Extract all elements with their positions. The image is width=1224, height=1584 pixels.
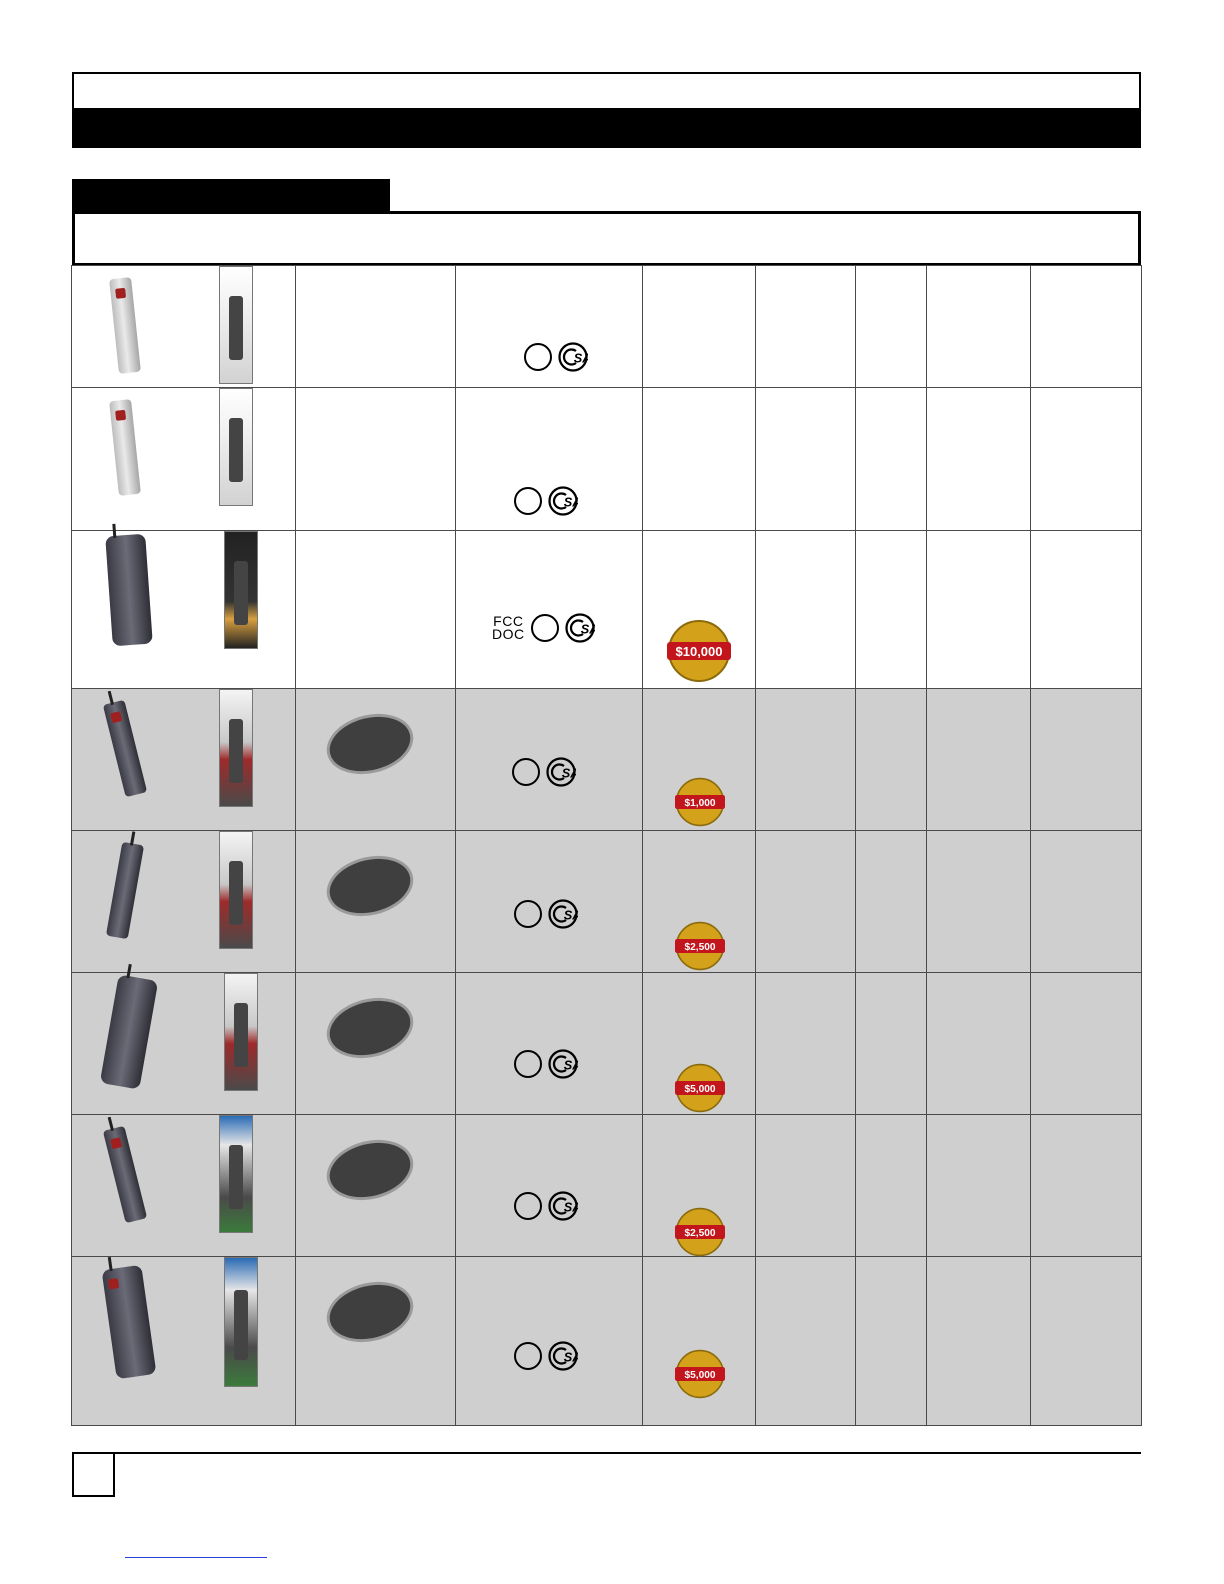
csa-mark-icon — [548, 486, 578, 516]
package-image — [219, 831, 253, 949]
csa-mark-icon — [548, 899, 578, 929]
ul-mark-icon — [514, 1192, 542, 1220]
page-number-box — [72, 1452, 115, 1497]
section-heading-frame — [72, 211, 1141, 266]
power-strip-image — [100, 974, 158, 1089]
model-cell — [296, 689, 456, 831]
product-row — [72, 531, 1142, 689]
footer-link[interactable] — [125, 1557, 267, 1558]
power-strip-image — [103, 699, 147, 797]
product-row — [72, 388, 1142, 531]
certification-cell — [456, 973, 643, 1115]
product-image-cell — [72, 689, 296, 831]
ul-mark-icon — [531, 614, 559, 642]
product-image-cell — [72, 1115, 296, 1257]
certification-cell — [456, 1115, 643, 1257]
product-image-cell — [72, 531, 296, 689]
footer-rule — [72, 1452, 1141, 1454]
guarantee-seal-icon — [667, 619, 731, 683]
section-tab — [72, 179, 390, 212]
product-row — [72, 266, 1142, 388]
power-strip-image — [106, 841, 144, 938]
guarantee-cell — [643, 388, 756, 531]
package-image — [224, 531, 258, 649]
header-black-bar — [74, 108, 1139, 146]
guarantee-cell — [643, 266, 756, 388]
package-image — [219, 1115, 253, 1233]
guarantee-cell — [643, 689, 756, 831]
svg-text:$2,500: $2,500 — [684, 1227, 716, 1239]
power-strip-image — [109, 399, 141, 496]
package-image — [224, 1257, 258, 1387]
guarantee-seal-icon — [675, 1349, 725, 1399]
csa-mark-icon — [546, 757, 576, 787]
guarantee-seal-icon — [675, 921, 725, 971]
model-cell — [296, 831, 456, 973]
ul-mark-icon — [524, 343, 552, 371]
product-image-cell — [72, 973, 296, 1115]
package-image — [224, 973, 258, 1091]
product-table — [71, 265, 1142, 1426]
certification-cell — [456, 531, 643, 689]
model-cell — [296, 266, 456, 388]
guarantee-seal-icon — [675, 1063, 725, 1113]
model-cell — [296, 1257, 456, 1426]
csa-mark-icon — [548, 1049, 578, 1079]
package-image — [219, 689, 253, 807]
ul-mark-icon — [514, 1342, 542, 1370]
svg-text:$5,000: $5,000 — [684, 1083, 716, 1095]
series-badge-oval — [320, 705, 419, 783]
ul-mark-icon — [512, 758, 540, 786]
model-cell — [296, 1115, 456, 1257]
certification-cell — [456, 266, 643, 388]
series-badge-oval — [320, 1131, 419, 1209]
csa-mark-icon — [548, 1341, 578, 1371]
svg-text:$1,000: $1,000 — [684, 797, 716, 809]
guarantee-seal-icon — [675, 1207, 725, 1257]
power-strip-image — [105, 534, 153, 647]
series-badge-oval — [320, 1273, 419, 1351]
product-row — [72, 1115, 1142, 1257]
guarantee-cell — [643, 831, 756, 973]
certification-cell — [456, 388, 643, 531]
ul-mark-icon — [514, 487, 542, 515]
svg-text:$5,000: $5,000 — [684, 1369, 716, 1381]
svg-text:$2,500: $2,500 — [684, 941, 716, 953]
power-strip-image — [102, 1265, 157, 1379]
package-image — [219, 266, 253, 384]
guarantee-cell — [643, 1115, 756, 1257]
certification-cell — [456, 831, 643, 973]
package-image — [219, 388, 253, 506]
product-image-cell — [72, 831, 296, 973]
guarantee-cell — [643, 973, 756, 1115]
model-cell — [296, 973, 456, 1115]
ul-mark-icon — [514, 900, 542, 928]
guarantee-cell — [643, 1257, 756, 1426]
svg-text:$10,000: $10,000 — [675, 644, 723, 659]
model-cell — [296, 531, 456, 689]
csa-mark-icon — [548, 1191, 578, 1221]
series-badge-oval — [320, 847, 419, 925]
csa-mark-icon — [565, 613, 595, 643]
model-cell — [296, 388, 456, 531]
product-image-cell — [72, 388, 296, 531]
product-row — [72, 973, 1142, 1115]
product-row — [72, 689, 1142, 831]
series-badge-oval — [320, 989, 419, 1067]
product-image-cell — [72, 266, 296, 388]
product-image-cell — [72, 1257, 296, 1426]
product-row — [72, 831, 1142, 973]
power-strip-image — [109, 277, 141, 374]
certification-cell — [456, 1257, 643, 1426]
ul-mark-icon — [514, 1050, 542, 1078]
power-strip-image — [103, 1125, 147, 1223]
certification-cell — [456, 689, 643, 831]
guarantee-seal-icon — [675, 777, 725, 827]
document-header — [72, 72, 1141, 148]
csa-mark-icon — [558, 342, 588, 372]
guarantee-cell — [643, 531, 756, 689]
fcc-doc-mark: FCC DOC — [492, 613, 525, 642]
product-row — [72, 1257, 1142, 1426]
